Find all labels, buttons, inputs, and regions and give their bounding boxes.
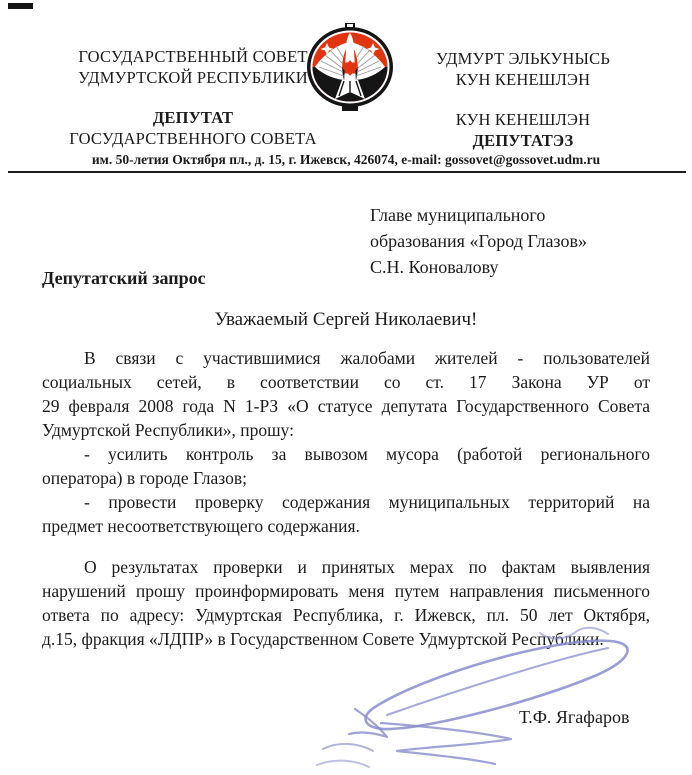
recipient-line: образования «Город Глазов» [370,231,587,251]
body-line: предмет несоответствующего содержания. [42,516,360,536]
recipient-block [370,202,587,280]
paragraph [42,442,650,490]
scan-artifact-mark [8,3,33,9]
letterhead-right [398,48,648,151]
org-name-ru-line2: УДМУРТСКОЙ РЕСПУБЛИКИ [78,68,308,87]
body-line: В связи с участившимися жалобами жителей - пользователей [84,348,650,368]
recipient-line: С.Н. Коновалову [370,257,499,277]
document-type-label: Депутатский запрос [42,268,206,288]
body-line: 29 февраля 2008 года N 1-РЗ «О статусе депутата Государственного Совета [42,396,650,416]
handwritten-signature-icon [315,615,655,775]
salutation: Уважаемый Сергей Николаевич! [214,309,478,330]
role-ru-line1: ДЕПУТАТ [152,108,234,127]
body-line: оператора) в городе Глазов; [42,468,247,488]
udmurtia-coat-of-arms-icon [298,22,402,112]
paragraph [42,346,650,442]
body-line: д.15, фракция «ЛДПР» в Государственном Совете Удмуртской Республики. [42,629,604,649]
paragraph [42,490,650,538]
body-line: Удмуртской Республики», прошу: [42,420,294,440]
role-udm-line2: ДЕПУТАТЭЗ [472,131,574,150]
body-line: ответа по адресу: Удмуртская Республика, г. Ижевск, пл. 50 лет Октября, [42,605,650,625]
letterhead-address: им. 50-летия Октября пл., д. 15, г. Ижевск, 426074, e-mail: gossovet@gossovet.udm.ru [91,152,601,167]
org-name-udm-line1: УДМУРТ ЭЛЬКУНЫСЬ [435,49,611,68]
role-udm-line1: КУН КЕНЕШЛЭН [455,110,591,129]
body-line: О результатах проверки и принятых мерах по фактам выявления [84,557,650,577]
body-text [42,346,650,651]
letterhead-divider [8,171,686,173]
signer-name: Т.Ф. Ягафаров [519,707,630,727]
body-line: нарушений прошу проинформировать меня путем направления письменного [42,581,650,601]
recipient-line: Главе муниципального [370,205,546,225]
org-name-ru-line1: ГОСУДАРСТВЕННЫЙ СОВЕТ [78,47,308,66]
body-line: - усилить контроль за вывозом мусора (работой регионального [84,444,650,464]
org-name-udm-line2: КУН КЕНЕШЛЭН [455,70,591,89]
body-line: социальных сетей, в соответствии со ст. 17 Закона УР от [42,372,650,392]
role-ru-line2: ГОСУДАРСТВЕННОГО СОВЕТА [69,129,317,148]
body-line: - провести проверку содержания муниципальных территорий на [84,492,650,512]
